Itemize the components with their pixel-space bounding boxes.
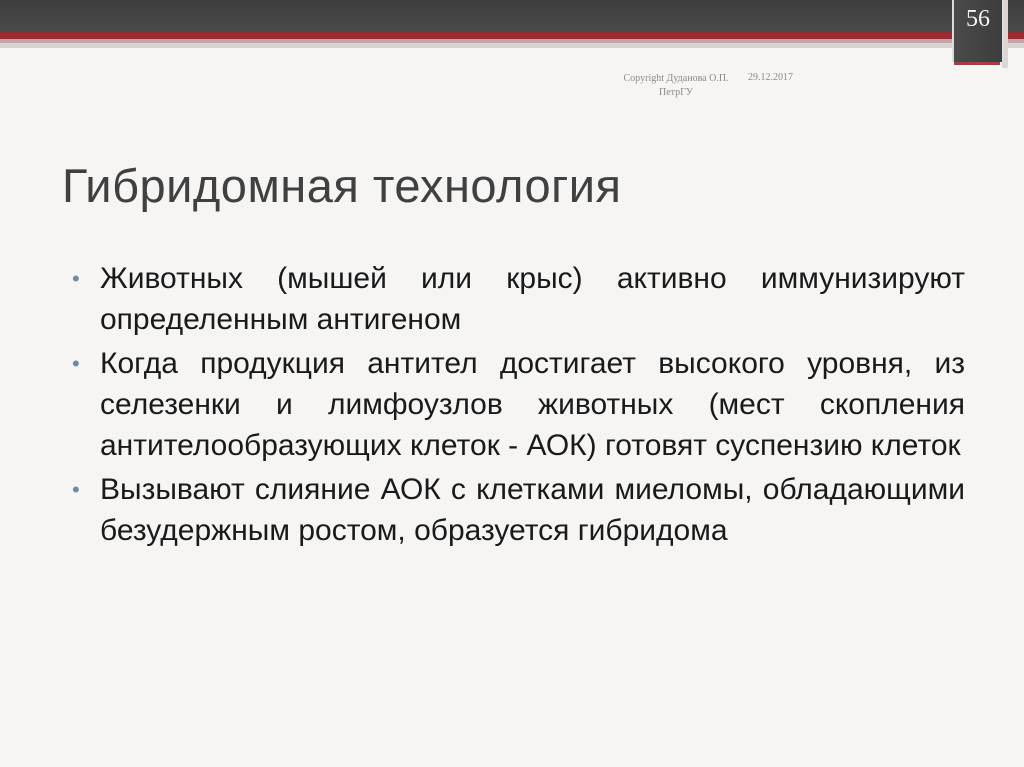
slide-number-accent: [954, 62, 1000, 65]
footer-copyright: Copyright Дуданова О.П. ПетрГУ: [623, 73, 729, 98]
header-accent-stripe: [0, 32, 1024, 39]
bullet-dot-icon: •: [72, 351, 80, 376]
slide-title: Гибридомная технология: [62, 159, 622, 212]
bullet-text: Когда продукция антител достигает высокого уровня, из селезенки и лимфоузлов животных (мест скопления антителообразующих клеток - АОК) готовят суспензию клеток: [100, 347, 965, 462]
bullet-text: Животных (мышей или крыс) активно иммунизируют определенным антигеном: [100, 262, 965, 336]
footer-date: 29.12.2017: [748, 72, 793, 83]
bullet-dot-icon: •: [72, 477, 80, 502]
bullet-item: [72, 258, 965, 340]
bullet-item: [72, 469, 965, 551]
header-band: [0, 0, 1024, 32]
bullet-text: Вызывают слияние АОК с клетками миеломы, обладающими безудержным ростом, образуется гибридома: [100, 473, 965, 547]
bullet-list: [72, 258, 965, 554]
slide-number: 56: [966, 6, 990, 32]
bullet-dot-icon: •: [72, 266, 80, 291]
bullet-item: [72, 343, 965, 466]
header-shadow-stripe: [0, 43, 1024, 48]
